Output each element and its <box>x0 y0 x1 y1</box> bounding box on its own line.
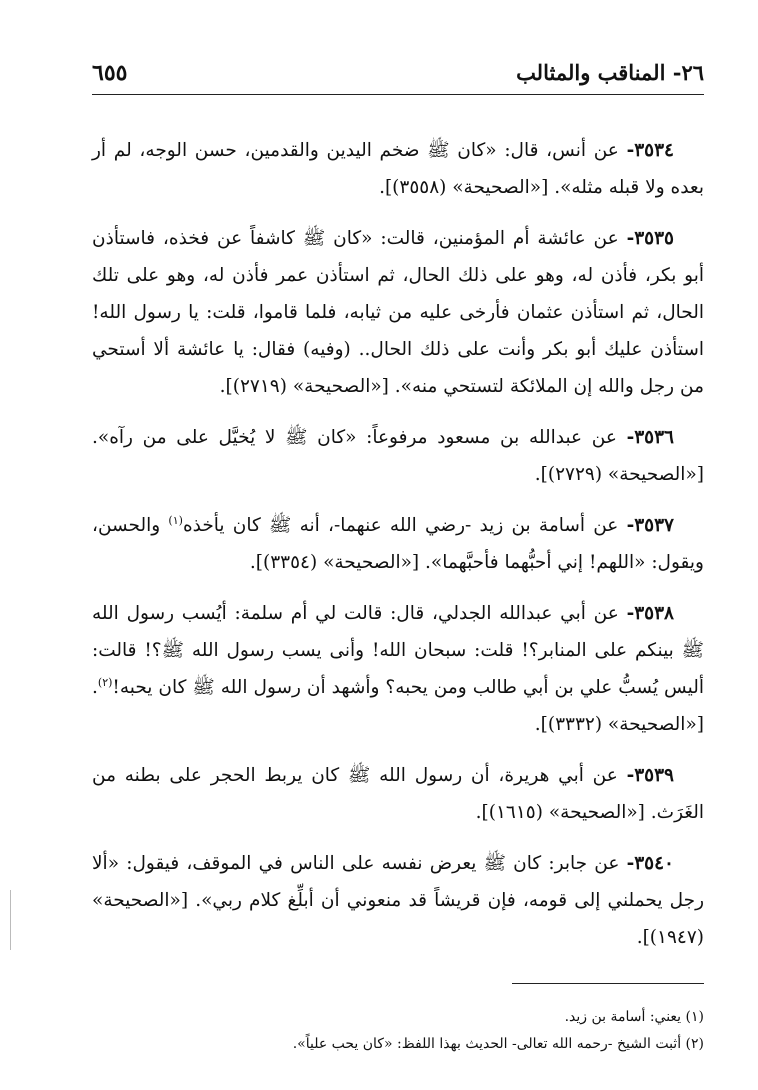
hadith-number: ٣٥٤٠- <box>626 853 674 874</box>
hadith-reference: [«الصحيحة» (٢٧١٩)]. <box>219 376 389 397</box>
hadith-3535 <box>92 220 704 405</box>
footnote-marker: (١) <box>168 513 183 527</box>
footnote-marker: (٢) <box>97 675 113 689</box>
hadith-text-continued: والحسن، ويقول: «اللهم! إني أحبُّهما فأحبَّهما». <box>92 515 704 573</box>
hadith-text: عن أبي عبدالله الجدلي، قال: قالت لي أم سلمة: أيُسب رسول الله ﷺ بينكم على المنابر؟! قلت: سبحان الله! وأنى يسب رسول الله ﷺ؟! قالت: أليس يُسبُّ علي بن أبي طالب ومن يحبه؟ وأشهد أن رسول الله ﷺ كان يحبه! <box>92 603 704 698</box>
hadith-number: ٣٥٣٧- <box>626 515 674 536</box>
hadith-text: عن أسامة بن زيد -رضي الله عنهما-، أنه ﷺ كان يأخذه <box>182 515 627 536</box>
hadith-3537 <box>92 507 704 581</box>
hadith-reference: [«الصحيحة» (١٩٤٧)]. <box>92 890 704 948</box>
page-number: ٦٥٥ <box>92 60 128 86</box>
hadith-3538 <box>92 595 704 743</box>
hadith-number: ٣٥٣٦- <box>626 427 674 448</box>
hadith-text: عن أبي هريرة، أن رسول الله ﷺ كان يربط الحجر على بطنه من الغَرَث. <box>92 765 704 823</box>
hadith-number: ٣٥٣٥- <box>626 228 674 249</box>
hadith-number: ٣٥٣٤- <box>626 140 674 161</box>
hadith-reference: [«الصحيحة» (٢٧٢٩)]. <box>534 464 704 485</box>
hadith-3534 <box>92 132 704 206</box>
hadith-text-continued: . <box>92 677 98 698</box>
hadith-reference: [«الصحيحة» (٣٣٣٢)]. <box>534 714 704 735</box>
hadith-reference: [«الصحيحة» (٣٣٥٤)]. <box>249 552 420 573</box>
hadith-3539 <box>92 757 704 831</box>
footnote-divider <box>512 983 704 984</box>
hadith-3536 <box>92 419 704 493</box>
hadith-number: ٣٥٣٨- <box>626 603 674 624</box>
hadith-text: عن جابر: كان ﷺ يعرض نفسه على الناس في الموقف، فيقول: «ألا رجل يحملني إلى قومه، فإن قريشاً قد منعوني أن أبلِّغ كلام ربي». <box>92 853 704 911</box>
page-header <box>92 58 704 94</box>
hadith-list <box>92 132 704 970</box>
footnotes <box>92 1004 704 1058</box>
hadith-reference: [«الصحيحة» (١٦١٥)]. <box>475 802 645 823</box>
header-divider <box>92 94 704 95</box>
chapter-title: ٢٦- المناقب والمثالب <box>516 60 704 85</box>
hadith-reference: [«الصحيحة» (٣٥٥٨)]. <box>379 177 549 198</box>
hadith-text: عن عائشة أم المؤمنين، قالت: «كان ﷺ كاشفاً عن فخذه، فاستأذن أبو بكر، فأذن له، وهو على ذلك الحال، ثم استأذن عمر فأذن له، وهو على تلك الحال، ثم استأذن عثمان فأرخى عليه من ثيابه، فلما قاموا، قلت: يا رسول الله! استأذن عليك أبو بكر وأنت على ذلك الحال.. (وفيه) فقال: يا عائشة ألا أستحي من رجل والله إن الملائكة لتستحي منه». <box>92 228 704 397</box>
hadith-number: ٣٥٣٩- <box>626 765 674 786</box>
hadith-text: عن عبدالله بن مسعود مرفوعاً: «كان ﷺ لا يُخيَّل على من رآه». <box>92 427 627 448</box>
hadith-3540 <box>92 845 704 956</box>
footnote-2: (٢) أثبت الشيخ -رحمه الله تعالى- الحديث بهذا اللفظ: «كان يحب علياً». <box>292 1036 704 1052</box>
footnote-1: (١) يعني: أسامة بن زيد. <box>564 1009 704 1025</box>
scan-margin-mark <box>10 890 11 950</box>
hadith-text: عن أنس، قال: «كان ﷺ ضخم اليدين والقدمين، حسن الوجه، لم أر بعده ولا قبله مثله». <box>92 140 704 198</box>
